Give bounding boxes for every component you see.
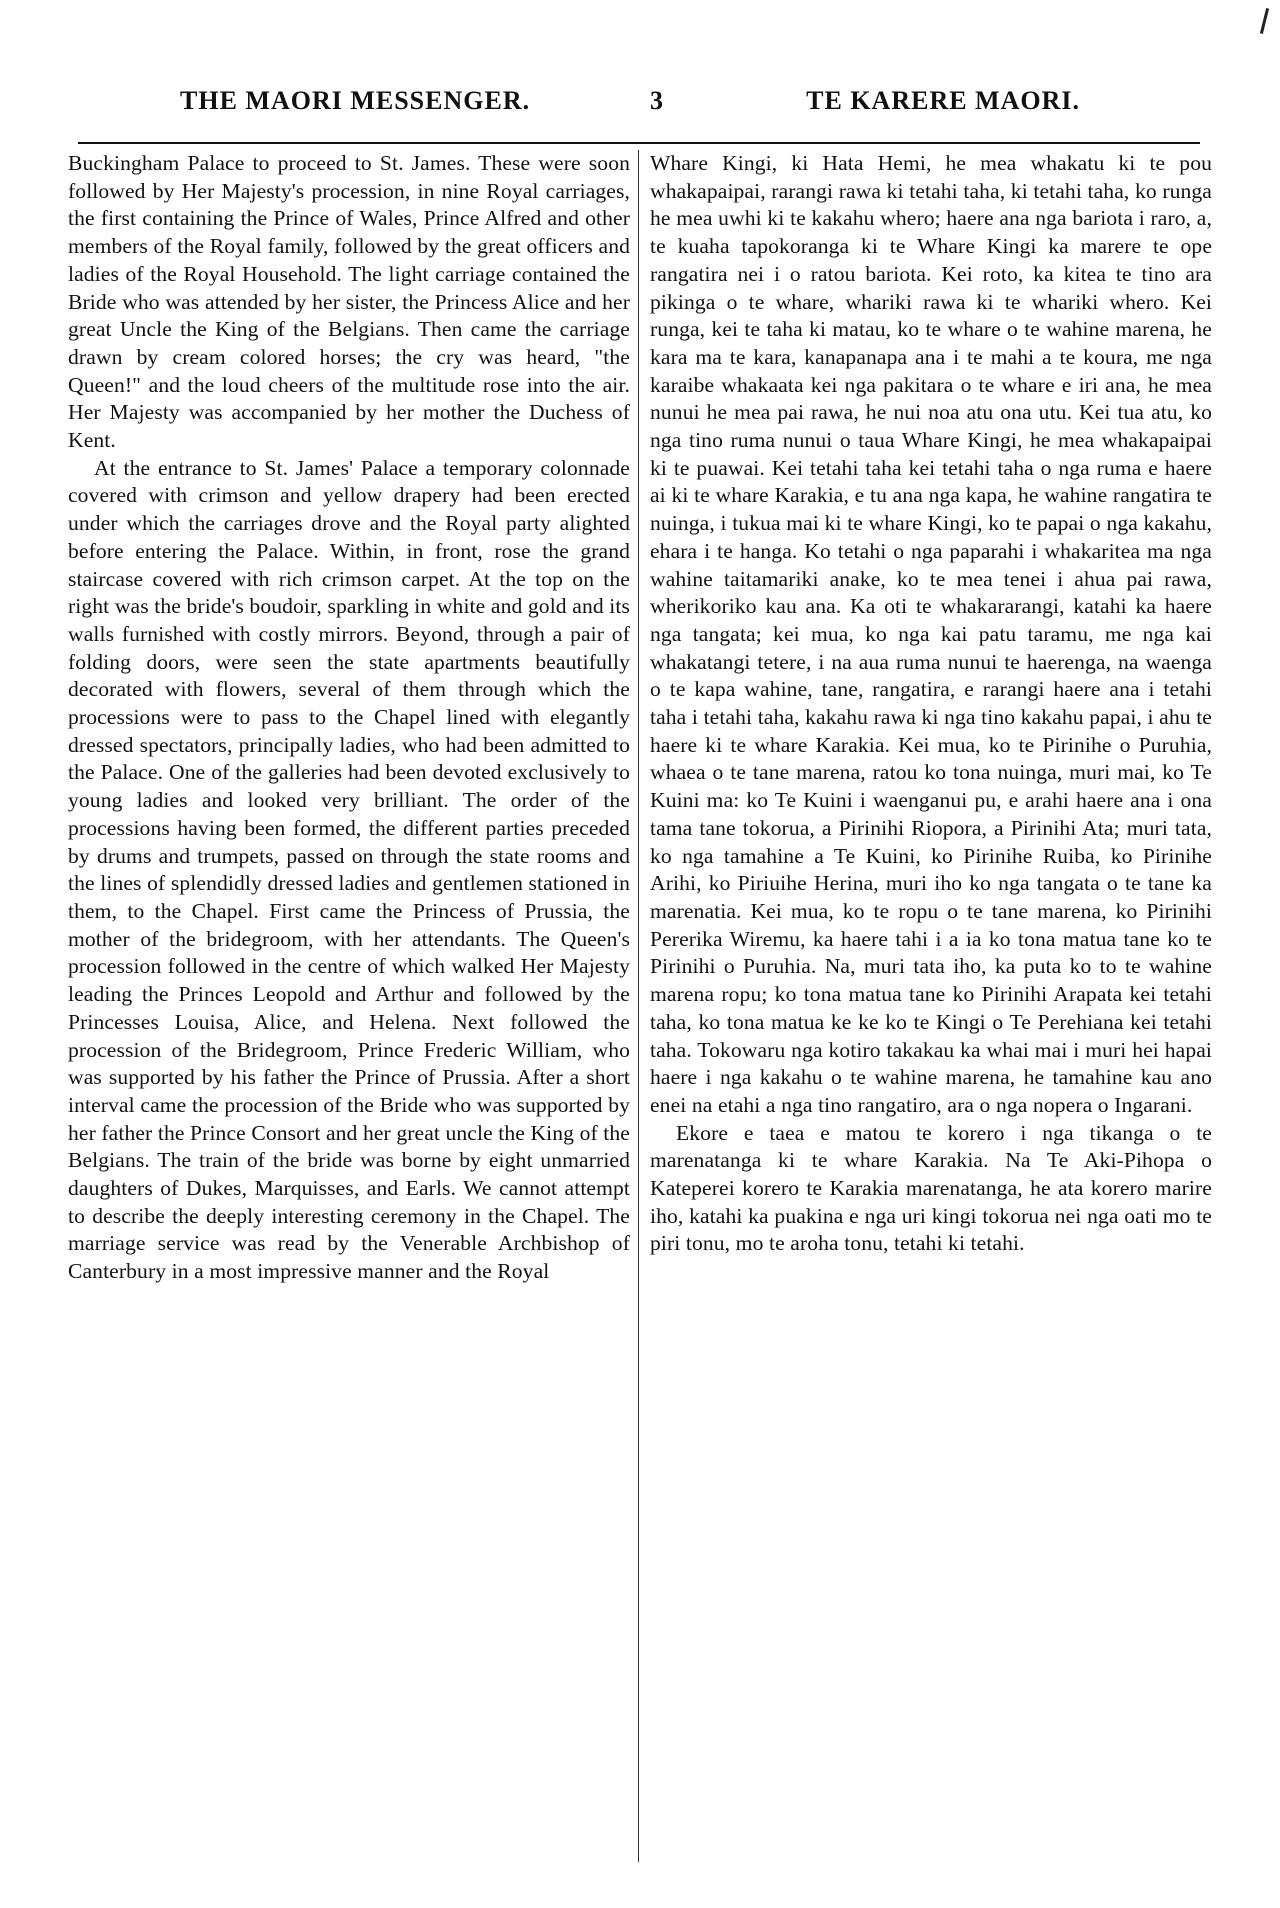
running-head [150, 86, 1080, 126]
maori-masthead-title: TE KARERE MAORI. [806, 86, 1080, 115]
english-paragraph-2: At the entrance to St. James' Palace a temporary colonnade covered with crimson and yellow drapery had been erected under which the carriages drove and the Royal party alighted before entering the Palace. Within, in front, rose the grand staircase covered with rich crimson carpet. At the top on the right was the bride's boudoir, sparkling in white and gold and its walls furnished with costly mirrors. Beyond, through a pair of folding doors, were seen the state apartments beautifully decorated with flowers, several of them through which the processions were to pass to the Chapel lined with elegantly dressed spectators, principally ladies, who had been admitted to the Palace. One of the galleries had been devoted exclusively to young ladies and looked very brilliant. The order of the processions having been formed, the different parties preceded by drums and trumpets, passed on through the state rooms and the lines of splendidly dressed ladies and gentlemen stationed in them, to the Chapel. First came the Princess of Prussia, the mother of the bridegroom, with her attendants. The Queen's procession followed in the centre of which walked Her Majesty leading the Princes Leopold and Arthur and followed by the Princesses Louisa, Alice, and Helena. Next followed the procession of the Bridegroom, Prince Frederic William, who was supported by his father the Prince of Prussia. After a short interval came the procession of the Bride who was supported by her father the Prince Consort and her great uncle the King of the Belgians. The train of the bride was borne by eight unmarried daughters of Dukes, Marquisses, and Earls. We cannot attempt to describe the deeply interesting ceremony in the Chapel. The marriage service was read by the Venerable Archbishop of Canterbury in a most impressive manner and the Royal [68, 455, 630, 1284]
maori-paragraph-1: Whare Kingi, ki Hata Hemi, he mea whakatu ki te pou whakapaipai, rarangi rawa ki tetahi taha, ki tetahi taha, ko runga he mea uwhi ki te kakahu whero; haere ana nga bariota i raro, a, te kuaha tapokoranga ki te Whare Kingi ka marere te ope rangatira nei i o ratou bariota. Kei roto, ka kitea te tino ara pikinga o te whare, whariki rawa ki te whariki whero. Kei runga, kei te taha ki matau, ko te whare o te wahine marena, he kara ma te kara, kanapanapa ana i te mahi a te koura, me nga karaibe whakaata kei nga pakitara o te whare e iri ana, he mea nunui he mea pai rawa, he nui noa atu ona utu. Kei tua atu, ko nga tino ruma nunui o taua Whare Kingi, he mea whakapaipai ki te puawai. Kei tetahi taha kei tetahi taha o nga ruma e haere ai ki te whare Karakia, e tu ana nga kapa, he wahine rangatira te nuinga, i tukua mai ki te whare Kingi, ko te papai o nga kakahu, ehara i te hanga. Ko tetahi o nga paparahi i whakaritea ma nga wahine taitamariki anake, ko te mea tenei i ahua pai rawa, wherikoriko kau ana. Ka oti te whakararangi, katahi ka haere nga tangata; kei mua, ko nga kai patu taramu, me nga kai whakatangi tetere, i na aua ruma nunui te haerenga, na waenga o te kapa wahine, tane, rangatira, e rarangi haere ana i tetahi taha i tetahi taha, kakahu rawa ki nga tino kakahu papai, i ahu te haere ki te whare Karakia. Kei mua, ko te Pirinihe o Puruhia, whaea o te tane marena, ratou ko tona nuinga, muri mai, ko Te Kuini ma: ko Te Kuini i waenganui pu, e arahi haere ana i ona tama tane tokorua, a Pirinihi Riopora, a Pirinihi Ata; muri tata, ko nga tamahine a Te Kuini, ko Pirinihe Ruiba, ko Pirinihe Arihi, ko Piriuihe Herina, muri iho ko nga tangata o te tane ka marenatia. Kei mua, ko te ropu o te tane marena, ko Pirinihi Pererika Wiremu, ka haere tahi i a ia ko tona matua tane ko te Pirinihi o Puruhia. Na, muri tata iho, ka puta ko to te wahine marena ropu; ko tona matua tane ko Pirinihi Arapata kei tetahi taha, ko tona matua ke ke ko te Kingi o Te Perehiana kei tetahi taha. Tokowaru nga kotiro takakau ka whai mai i muri hei hapai haere i nga kakahu o te wahine marena, he tamahine kau ano enei na etahi a nga tino rangatiro, ara o nga nopera o Ingarani. [650, 151, 1212, 1117]
maori-column [650, 150, 1212, 1258]
page-number: 3 [650, 86, 664, 115]
english-paragraph-1: Buckingham Palace to proceed to St. James. These were soon followed by Her Majesty's procession, in nine Royal carriages, the first containing the Prince of Wales, Prince Alfred and other members of the Royal family, followed by the great officers and ladies of the Royal Household. The light carriage contained the Bride who was attended by her sister, the Princess Alice and her great Uncle the King of the Belgians. Then came the carriage drawn by cream colored horses; the cry was heard, "the Queen!" and the loud cheers of the multitude rose into the air. Her Majesty was accompanied by her mother the Duchess of Kent. [68, 151, 630, 453]
column-divider [638, 150, 639, 1862]
header-rule [78, 142, 1200, 144]
maori-paragraph-2: Ekore e taea e matou te korero i nga tikanga o te marenatanga ki te whare Karakia. Na Te Aki-Pihopa o Kateperei korero te Karakia marenatanga, he ata korero marire iho, katahi ka puakina e nga uri kingi tokorua nei nga oati mo te piri tonu, mo te aroha tonu, tetahi ki tetahi. [650, 1120, 1212, 1256]
english-column [68, 150, 630, 1286]
english-masthead-title: THE MAORI MESSENGER. [180, 86, 531, 115]
corner-mark [1260, 8, 1269, 34]
